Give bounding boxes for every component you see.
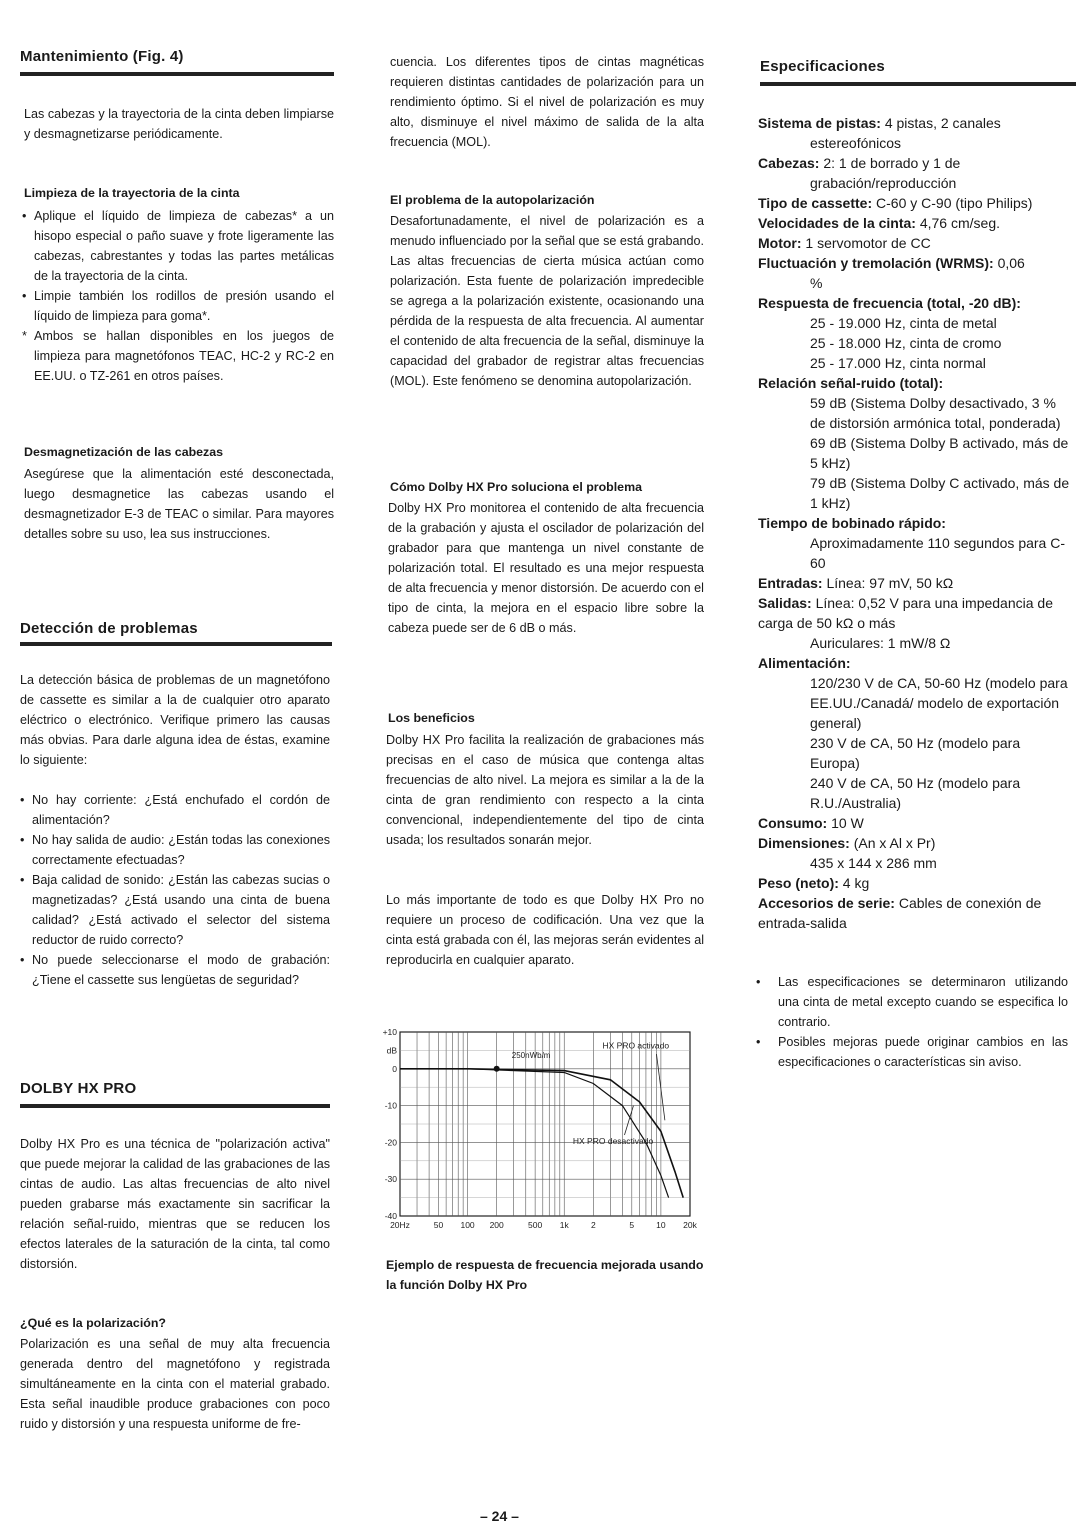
spec-list [758, 113, 1070, 933]
spec-label: Relación señal-ruido (total): [758, 375, 944, 391]
spec-item [758, 233, 1070, 253]
spec-item [758, 573, 1070, 593]
spec-value: 4 kg [838, 875, 870, 891]
spec-value: C-60 y C-90 (tipo Philips) [872, 195, 1033, 211]
polar-continued: cuencia. Los diferentes tipos de cintas magnéticas requieren distintas cantidades de polarización para un rendimiento óptimo. Si el nivel de polarización es muy alto, disminuye el nivel máximo de salida de la alta frecuencia (MOL). [390, 55, 704, 149]
spec-label: Fluctuación y tremolación (WRMS): [758, 255, 994, 271]
spec-item [758, 153, 1070, 173]
y-tick-label: -30 [384, 1174, 397, 1185]
chart-caption: Ejemplo de respuesta de frecuencia mejorada usando la función Dolby HX Pro [386, 1258, 704, 1292]
spec-value: 0,06 [993, 255, 1025, 271]
spec-value-line: Auriculares: 1 mW/8 Ω [810, 635, 951, 651]
x-tick-label: 50 [433, 1220, 444, 1230]
spec-value-line: 25 - 18.000 Hz, cinta de cromo [810, 335, 1002, 351]
series-line [400, 1069, 669, 1198]
spec-value-line: 25 - 17.000 Hz, cinta normal [810, 355, 986, 371]
spec-item [758, 213, 1070, 233]
spec-item [758, 833, 1070, 853]
spec-value: Línea: 0,52 V para una impedancia de carga de 50 kΩ o más [758, 595, 1053, 631]
polar-heading: ¿Qué es la polarización? [20, 1316, 166, 1330]
spec-value: 10 W [827, 815, 864, 831]
spec-label: Cabezas: [758, 155, 820, 171]
list-item: • Baja calidad de sonido: ¿Están las cabezas sucias o magnetizadas? ¿Está usando una cinta de buena calidad? ¿Está activado el selector del sistema reductor de ruido correcto? [20, 870, 330, 950]
desmag-heading: Desmagnetización de las cabezas [24, 445, 224, 459]
reference-dot [494, 1066, 500, 1072]
auto-text: Desafortunadamente, el nivel de polarización es a menudo influenciado por la señal que se está grabando. Las altas frecuencias de cierta música actúan como polarización. Esta fuente de polarización impredecible se agrega a la polarización existente, ocasionando una pérdida de la respuesta de alta frecuencia. Al aumentar el contenido de alta frecuencia de la señal, disminuye la capacidad del grabador de registrar altas frecuencias (MOL). Este fenómeno se denomina autopolarización. [390, 214, 704, 388]
x-tick-label: 10 [656, 1220, 666, 1230]
spec-label: Accesorios de serie: [758, 895, 895, 911]
note-item: • Posibles mejoras puede originar cambios en las especificaciones o características sin aviso. [754, 1032, 1068, 1072]
spec-label: Motor: [758, 235, 802, 251]
spec-value-line: % [810, 275, 823, 291]
spec-label: Alimentación: [758, 655, 851, 671]
spec-value-line: 120/230 V de CA, 50-60 Hz (modelo para EE.UU./Canadá/ modelo de exportación general) [810, 675, 1068, 731]
page-number: – 24 – [480, 1508, 519, 1524]
list-item: • Limpie también los rodillos de presión usando el líquido de limpieza para goma*. [22, 286, 334, 326]
polar-text: Polarización es una señal de muy alta frecuencia generada dentro del magnetófono y registrada simultáneamente en la cinta con el material grabado. Esta señal inaudible produce grabaciones con poco ruido y distorsión y una respuesta uniforme de fre- [20, 1337, 330, 1431]
spec-value: (An x Al x Pr) [849, 835, 936, 851]
spec-label: Salidas: [758, 595, 812, 611]
x-tick-label: 20Hz [390, 1220, 410, 1230]
mantenimiento-heading: Mantenimiento (Fig. 4) [20, 48, 184, 65]
spec-value: 2: 1 de borrado y 1 de [819, 155, 961, 171]
spec-label: Consumo: [758, 815, 828, 831]
list-item: • No hay salida de audio: ¿Están todas las conexiones correctamente efectuadas? [20, 830, 330, 870]
limpieza-list [22, 206, 334, 386]
auto-heading: El problema de la autopolarización [390, 193, 595, 207]
heading-rule [20, 72, 334, 76]
spec-item [758, 593, 1070, 633]
y-tick-label: dB [386, 1045, 397, 1056]
x-tick-label: 500 [528, 1220, 543, 1230]
spec-value: 4 pistas, 2 canales [880, 115, 1001, 131]
x-tick-label: 5 [629, 1220, 635, 1230]
y-tick-label: -20 [384, 1137, 397, 1148]
x-tick-label: 1k [559, 1220, 569, 1230]
spec-value-line: 230 V de CA, 50 Hz (modelo para Europa) [810, 735, 1021, 771]
spec-value-line: 69 dB (Sistema Dolby B activado, más de 5 kHz) [810, 435, 1069, 471]
x-tick-label: 200 [489, 1220, 504, 1230]
dolby-text: Dolby HX Pro es una técnica de "polarización activa" que puede mejorar la calidad de las grabaciones de las cintas de audio. Las altas frecuencias de alto nivel pueden grabarse más exactamente sin sacrificar la relación señal-ruido, mientras que se reducen los efectos laterales de la saturación de la cinta, tal como distorsión. [20, 1137, 330, 1271]
spec-item [758, 373, 1070, 393]
y-tick-label: -10 [384, 1100, 397, 1111]
spec-value: 4,76 cm/seg. [915, 215, 1000, 231]
benef-text: Dolby HX Pro facilita la realización de grabaciones más precisas en el caso de música que contenga altas frecuencias de alto nivel. La mejora es similar a la de la cinta de gran rendimiento con respecto a la cinta convencional, independientemente del tipo de cinta usada; los resultados sonarán mejor. [386, 733, 704, 847]
deteccion-list [20, 790, 330, 990]
list-item: • No puede seleccionarse el modo de grabación: ¿Tiene el cassette sus lengüetas de seguridad? [20, 950, 330, 990]
list-item: * Ambos se hallan disponibles en los juegos de limpieza para magnetófonos TEAC, HC-2 y RC-2 en EE.UU. o TZ-261 en otros países. [22, 326, 334, 386]
list-item: • Aplique el líquido de limpieza de cabezas* a un hisopo especial o paño suave y frote ligeramente las cabezas, cabrestantes y todas las partes metálicas de la trayectoria de la cinta. [22, 206, 334, 286]
note-item: • Las especificaciones se determinaron utilizando una cinta de metal excepto cuando se especifica lo contrario. [754, 972, 1068, 1032]
spec-value-line: estereofónicos [810, 135, 902, 151]
spec-value-line: 59 dB (Sistema Dolby desactivado, 3 % de distorsión armónica total, ponderada) [810, 395, 1061, 431]
spec-item [758, 293, 1070, 313]
spec-value-line: Aproximadamente 110 segundos para C-60 [810, 535, 1066, 571]
spec-value-line: 79 dB (Sistema Dolby C activado, más de 1 kHz) [810, 475, 1070, 511]
spec-label: Dimensiones: [758, 835, 850, 851]
spec-value-line: 240 V de CA, 50 Hz (modelo para R.U./Australia) [810, 775, 1021, 811]
list-item: • No hay corriente: ¿Está enchufado el cordón de alimentación? [20, 790, 330, 830]
series-label-off: HX PRO desactivado [572, 1136, 654, 1147]
spec-label: Tipo de cassette: [758, 195, 873, 211]
dolby-heading: DOLBY HX PRO [20, 1080, 137, 1097]
spec-label: Sistema de pistas: [758, 115, 881, 131]
x-tick-label: 20k [683, 1220, 697, 1230]
heading-rule [760, 82, 1076, 86]
spec-item [758, 193, 1070, 213]
spec-item [758, 513, 1070, 533]
spec-label: Tiempo de bobinado rápido: [758, 515, 946, 531]
spec-item [758, 653, 1070, 673]
spec-label: Velocidades de la cinta: [758, 215, 916, 231]
limpieza-heading: Limpieza de la trayectoria de la cinta [24, 186, 240, 200]
spec-value: Cables de conexión de entrada-salida [758, 895, 1042, 931]
x-tick-label: 100 [460, 1220, 475, 1230]
deteccion-heading: Detección de problemas [20, 620, 198, 637]
spec-label: Respuesta de frecuencia (total, -20 dB): [758, 295, 1021, 311]
level-annotation: 250nWb/m [511, 1050, 551, 1060]
como-heading: Cómo Dolby HX Pro soluciona el problema [390, 480, 642, 494]
y-tick-label: 0 [392, 1063, 397, 1074]
heading-rule [20, 1104, 330, 1108]
spec-value: 1 servomotor de CC [801, 235, 931, 251]
spec-value-line: 25 - 19.000 Hz, cinta de metal [810, 315, 997, 331]
spec-label: Entradas: [758, 575, 823, 591]
deteccion-intro: La detección básica de problemas de un magnetófono de cassette es similar a la de cualquier otro aparato eléctrico o electrónico. Verifique primero las causas más obvias. Para darle alguna idea de éstas, examine lo siguiente: [20, 673, 330, 767]
spec-value-line: grabación/reproducción [810, 175, 957, 191]
benef-text-2: Lo más importante de todo es que Dolby HX Pro no requiere un proceso de codificación. Una vez que la cinta está grabada con él, las mejoras serán evidentes al reproducirla en cualquier aparato. [386, 893, 704, 967]
y-tick-label: -40 [384, 1211, 397, 1221]
spec-value: Línea: 97 mV, 50 kΩ [822, 575, 954, 591]
benef-heading: Los beneficios [388, 711, 475, 725]
series-label-on: HX PRO activado [602, 1040, 670, 1051]
spec-item [758, 873, 1070, 893]
notes-list [754, 972, 1068, 1072]
spec-item [758, 893, 1070, 933]
spec-item [758, 113, 1070, 133]
spec-label: Peso (neto): [758, 875, 839, 891]
mantenimiento-intro: Las cabezas y la trayectoria de la cinta deben limpiarse y desmagnetizarse periódicamente. [24, 107, 334, 141]
spec-item [758, 813, 1070, 833]
y-tick-label: +10 [382, 1027, 397, 1037]
x-tick-label: 2 [590, 1220, 596, 1230]
heading-rule [20, 642, 332, 646]
spec-item [758, 253, 1070, 273]
desmag-text: Asegúrese que la alimentación esté desconectada, luego desmagnetice las cabezas usando el desmagnetizador E-3 de TEAC o similar. Para mayores detalles sobre su uso, lea sus instrucciones. [24, 467, 334, 541]
especificaciones-heading: Especificaciones [760, 58, 885, 75]
frequency-response-chart [372, 1024, 704, 1242]
como-text: Dolby HX Pro monitorea el contenido de alta frecuencia de la grabación y ajusta el oscilador de polarización del grabador para que mantenga un nivel constante de polarización total. El resultado es una mejor respuesta de alta frecuencia y menor distorsión. De acuerdo con el tipo de cinta, la mejora en el espacio libre sobre la cabeza puede ser de 6 dB o más. [388, 501, 704, 635]
spec-value-line: 435 x 144 x 286 mm [810, 855, 937, 871]
